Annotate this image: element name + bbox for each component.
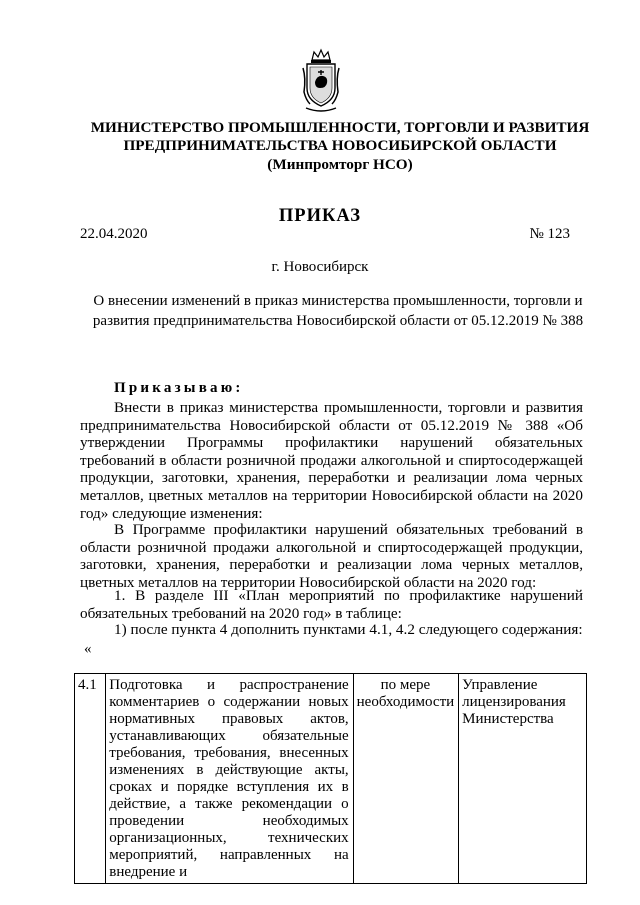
paragraph-4 <box>80 621 583 639</box>
paragraph-2 <box>80 521 583 591</box>
paragraph-4-text: 1) после пункта 4 дополнить пунктами 4.1, 4.2 следующего содержания: <box>114 621 583 638</box>
document-city: г. Новосибирск <box>271 259 369 275</box>
measures-table <box>74 673 587 884</box>
coat-of-arms-icon <box>302 48 340 114</box>
coat-of-arms-emblem <box>302 48 340 114</box>
order-word: Приказываю: <box>114 380 244 396</box>
document-title: ПРИКАЗ <box>278 206 362 226</box>
table-row <box>75 674 587 884</box>
paragraph-3-text: 1. В разделе III «План мероприятий по профилактике нарушений обязательных требований на 2020 год» в таблице: <box>80 587 583 622</box>
table-cell-measure: Подготовка и распространение комментариев о содержании новых нормативных правовых актов, устанавливающих обязательные требования, требования, внесенных изменениях в действующие акты, сроках и порядке вступления их в действие, а также рекомендации о проведении необходимых организационных, технических мероприятий, направленных на внедрение и <box>106 674 353 884</box>
document-number: № 123 <box>529 226 570 242</box>
ministry-short-name: (Минпромторг НСО) <box>267 156 413 173</box>
opening-quote: « <box>84 641 92 657</box>
ministry-name-line1: МИНИСТЕРСТВО ПРОМЫШЛЕННОСТИ, ТОРГОВЛИ И РАЗВИТИЯ <box>90 119 590 136</box>
document-date: 22.04.2020 <box>80 226 148 242</box>
table-cell-responsible: Управление лицензирования Министерства <box>459 674 587 884</box>
document-subject: О внесении изменений в приказ министерства промышленности, торговли и развития предпринимательства Новосибирской области от 05.12.2019 № 388 <box>92 293 584 329</box>
paragraph-1 <box>80 399 583 522</box>
table-cell-number: 4.1 <box>75 674 106 884</box>
ministry-name-line2: ПРЕДПРИНИМАТЕЛЬСТВА НОВОСИБИРСКОЙ ОБЛАСТИ <box>123 137 557 154</box>
paragraph-1-text: Внести в приказ министерства промышленности, торговли и развития предпринимательства Новосибирской области от 05.12.2019 № 388 «Об утверждении Программы профилактики нарушений обязательных требований в области розничной продажи алкогольной и спиртосодержащей продукции, заготовки, хранения, переработки и реализации лома черных металлов, цветных металлов на территории Новосибирской области на 2020 год» следующие изменения: <box>80 399 583 522</box>
paragraph-2-text: В Программе профилактики нарушений обязательных требований в области розничной продажи алкогольной и спиртосодержащей продукции, заготовки, хранения, переработки и реализации лома черных металлов, цветных металлов на территории Новосибирской области на 2020 год: <box>80 521 583 591</box>
table-cell-term: по мере необходимости <box>353 674 459 884</box>
paragraph-3 <box>80 587 583 622</box>
